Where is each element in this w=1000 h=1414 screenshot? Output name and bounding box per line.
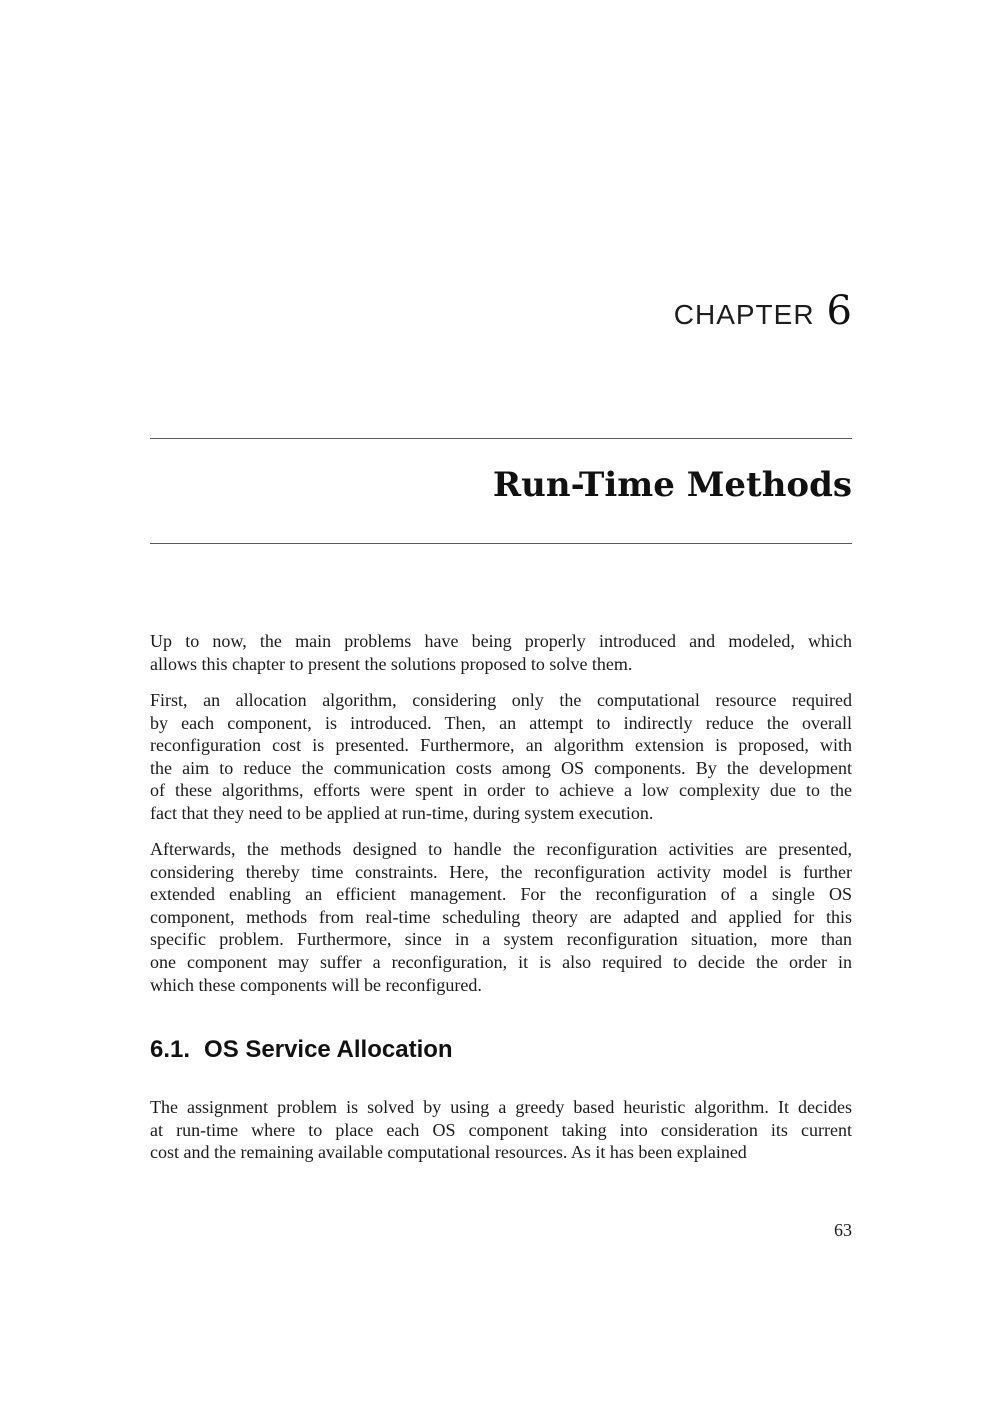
paragraph-line: extended enabling an efficient management. For the reconfiguration of a single OS bbox=[150, 884, 852, 905]
paragraph-line: reconfiguration cost is presented. Furthermore, an algorithm extension is proposed, with bbox=[150, 735, 852, 756]
chapter-title: Run-Time Methods bbox=[492, 465, 852, 505]
paragraph-line: the aim to reduce the communication costs among OS components. By the development bbox=[150, 757, 852, 778]
paragraph-line: fact that they need to be applied at run-time, during system execution. bbox=[150, 802, 654, 823]
paragraph-line: allows this chapter to present the solutions proposed to solve them. bbox=[150, 653, 633, 674]
paragraph-2 bbox=[150, 689, 852, 825]
paragraph-line: by each component, is introduced. Then, an attempt to indirectly reduce the overall bbox=[150, 712, 852, 733]
paragraph-line: considering thereby time constraints. Here, the reconfiguration activity model is further bbox=[150, 861, 852, 882]
title-rule-top bbox=[150, 438, 852, 439]
paragraph-line: The assignment problem is solved by using a greedy based heuristic algorithm. It decides bbox=[150, 1097, 852, 1117]
paragraph-3 bbox=[150, 838, 852, 996]
paragraph-line: at run-time where to place each OS component taking into consideration its current bbox=[150, 1119, 852, 1140]
chapter-number: 6 bbox=[826, 288, 852, 334]
section-title: OS Service Allocation bbox=[204, 1036, 453, 1063]
paragraph-line: component, methods from real-time scheduling theory are adapted and applied for this bbox=[150, 906, 852, 927]
paragraph-line: Afterwards, the methods designed to handle the reconfiguration activities are presented, bbox=[150, 839, 852, 859]
paragraph-line: First, an allocation algorithm, considering only the computational resource required bbox=[150, 690, 852, 710]
paragraph-line: which these components will be reconfigured. bbox=[150, 974, 482, 995]
paragraph-line: one component may suffer a reconfiguration, it is also required to decide the order in bbox=[150, 951, 852, 972]
paragraph-line: cost and the remaining available computational resources. As it has been explained bbox=[150, 1142, 747, 1163]
paragraph-line: Up to now, the main problems have being properly introduced and modeled, which bbox=[150, 631, 852, 651]
section-number: 6.1. bbox=[150, 1036, 191, 1063]
paragraph-1 bbox=[150, 630, 852, 675]
paragraph-4 bbox=[150, 1096, 852, 1164]
title-rule-bottom bbox=[150, 543, 852, 544]
paragraph-line: specific problem. Furthermore, since in a system reconfiguration situation, more than bbox=[150, 929, 852, 950]
chapter-label: CHAPTER bbox=[673, 299, 815, 330]
paragraph-line: of these algorithms, efforts were spent in order to achieve a low complexity due to the bbox=[150, 780, 852, 801]
section-heading bbox=[150, 1035, 852, 1065]
page-number: 63 bbox=[834, 1220, 852, 1240]
chapter-heading bbox=[150, 288, 852, 334]
